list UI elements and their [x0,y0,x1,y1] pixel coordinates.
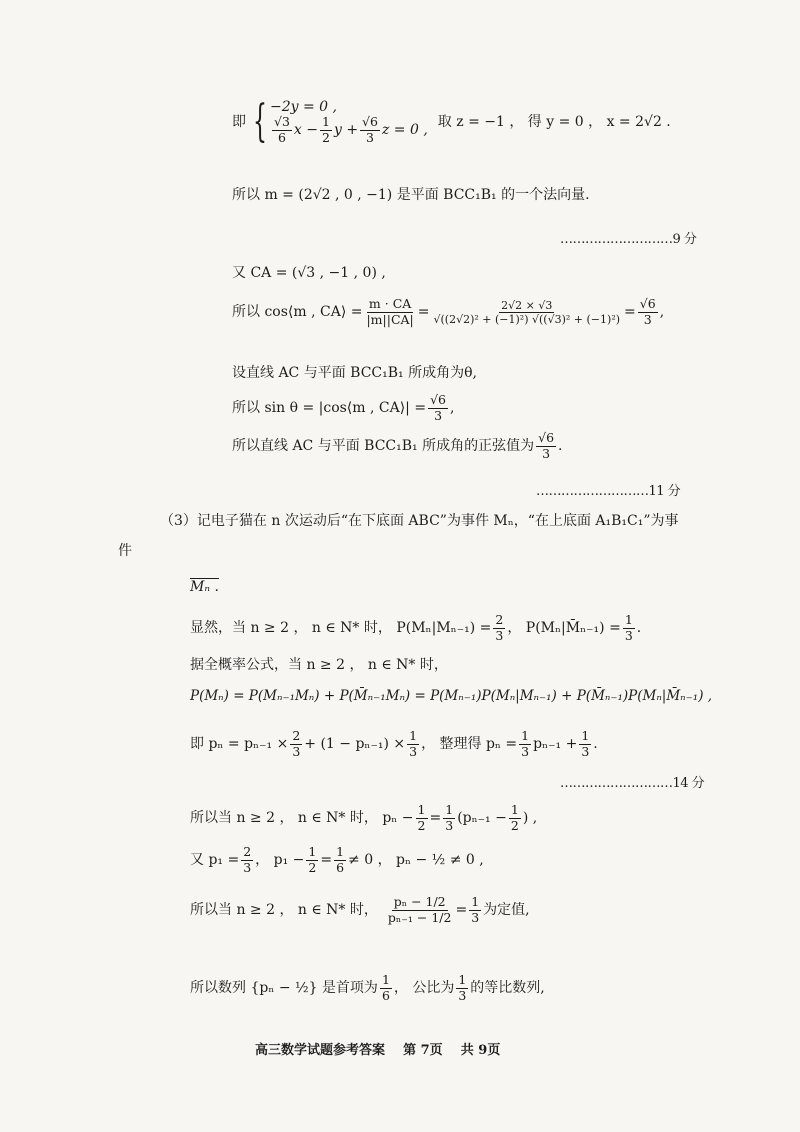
conclusion-end: . [558,438,563,454]
fraction [579,730,591,758]
total-probability-line [190,658,448,672]
fraction [290,730,302,758]
conclusion-lead: 所以直线 AC 与平面 BCC₁B₁ 所成角的正弦值为 [232,438,535,454]
fraction [456,974,468,1002]
total-probability-text: 据全概率公式，当 n ≥ 2 ， n ∈ N* 时， [190,657,448,673]
fraction [623,614,635,642]
sine-line [232,394,454,422]
step4-mid: ， 公比为 [393,980,455,996]
step3-line [190,896,530,924]
m-bar-text: Mₙ . [190,579,219,595]
system-equations [270,100,428,144]
recurrence-mid: + (1 − pₙ₋₁) × [304,736,406,752]
step2-mid2: = [320,852,333,868]
frac-num: 1 [336,844,345,859]
fraction [306,846,318,874]
sine-lead: 所以 sin θ = |cos⟨m , CA⟩| = [232,400,427,416]
step1-line [190,804,537,832]
footer-text: 高三数学试题参考答案 第 7页 共 9页 [255,1043,501,1058]
left-brace: { [253,96,267,147]
part3-text2: 件 [118,543,132,559]
eq2-term-y: y + [333,122,359,138]
cosine-line [232,298,664,326]
fraction [519,730,531,758]
system-eq2 [270,116,428,144]
score-11: ………………………11 分 [536,484,681,499]
frac-den: 3 [624,627,633,643]
fraction [493,614,505,642]
step4-end: 的等比数列, [470,980,545,996]
fraction [432,300,623,325]
frac-num: √6 [538,430,555,445]
step3-end: 为定值, [483,902,530,918]
frac-den: 6 [277,129,286,145]
fraction [364,298,415,326]
frac-den: 3 [471,909,480,925]
frac-den: |m||CA| [366,311,414,327]
frac-den: 3 [581,743,590,759]
frac-den: 3 [445,817,454,833]
vector-ca-text: 又 CA = (√3 , −1 , 0) , [232,265,386,281]
obvious-end: . [636,620,642,636]
angle-definition-text: 设直线 AC 与平面 BCC₁B₁ 所成角为θ, [232,365,477,381]
step4-lead: 所以数列 {pₙ − ½} 是首项为 [190,980,378,996]
fraction [334,846,346,874]
system-tail: 取 z = −1 ， 得 y = 0 ， x = 2√2 . [437,114,671,130]
frac-num: m · CA [368,296,412,311]
frac-den: 3 [521,743,530,759]
fraction [416,804,428,832]
page-footer [255,1044,500,1057]
recurrence-lead: 即 pₙ = pₙ₋₁ × [190,736,289,752]
obvious-lead: 显然，当 n ≥ 2 ， n ∈ N* 时， P(Mₙ|Mₙ₋₁) = [190,620,492,636]
fraction [380,974,392,1002]
angle-definition-line [232,366,477,380]
normal-vector-line [232,188,590,202]
frac-den: 3 [409,743,418,759]
recurrence-mid2: ， 整理得 pₙ = [421,736,518,752]
frac-num: 1 [521,728,530,743]
frac-num: 1 [445,802,454,817]
fraction [428,394,448,422]
normal-vector-text: 所以 m = (2√2 , 0 , −1) 是平面 BCC₁B₁ 的一个法向量. [232,187,590,203]
frac-num: 1 [308,844,317,859]
fraction [320,116,332,144]
frac-den: pₙ₋₁ − 1/2 [387,909,452,925]
frac-num: √6 [430,392,447,407]
frac-den: 3 [292,743,301,759]
frac-num: 1 [381,972,390,987]
frac-den: 3 [542,445,551,461]
fraction [509,804,521,832]
frac-den: 2 [417,817,426,833]
recurrence-mid3: pₙ₋₁ + [533,736,578,752]
frac-den: 2 [308,859,317,875]
fraction [272,116,292,144]
fraction [407,730,419,758]
pmn-line [190,690,712,704]
part3-line1 [160,514,679,528]
frac-num: 1 [322,114,330,129]
step1-lead: 所以当 n ≥ 2 ， n ∈ N* 时， pₙ − [190,810,414,826]
frac-num: 1 [510,802,519,817]
recurrence-end: . [593,736,598,752]
pmn-text: P(Mₙ) = P(Mₙ₋₁Mₙ) + P(M̄ₙ₋₁Mₙ) = P(Mₙ₋₁)P(Mₙ|Mₙ₋₁) + P(M̄ₙ₋₁)P(Mₙ|M̄ₙ₋₁) , [190,688,713,704]
frac-num: 1 [471,894,480,909]
frac-num: 2√2 × √3 [501,298,553,312]
frac-num: 1 [624,612,633,627]
frac-den: 6 [336,859,345,875]
step2-lead: 又 p₁ = [190,852,240,868]
frac-den: 3 [458,987,467,1003]
frac-den: 3 [643,311,652,327]
step1-mid: = [429,810,442,826]
step1-mid2: (pₙ₋₁ − [457,810,507,826]
fraction [241,846,253,874]
frac-num: 1 [409,728,418,743]
frac-den: 3 [434,407,443,423]
m-bar-line [190,580,219,594]
step3-lead: 所以当 n ≥ 2 ， n ∈ N* 时， [190,902,378,918]
eq2-term-z: z = 0 , [381,122,428,138]
obvious-line [190,614,641,642]
step2-end: ≠ 0 ， pₙ − ½ ≠ 0 , [348,852,484,868]
system-eq1: −2y = 0 , [270,99,337,115]
frac-num: 2 [495,612,504,627]
fraction [360,116,380,144]
frac-num: 2 [243,844,252,859]
score-14: ………………………14 分 [560,776,705,791]
fraction [443,804,455,832]
step4-line [190,974,545,1002]
frac-num: 1 [581,728,590,743]
eq2-term-x: x − [293,122,318,138]
equals: = [624,304,636,320]
fraction [469,896,481,924]
frac-den: 6 [381,987,390,1003]
frac-num: √6 [362,114,378,129]
frac-num: pₙ − 1/2 [393,894,446,909]
frac-den: 2 [322,129,330,145]
cosine-lead: 所以 cos⟨m , CA⟩ = [232,304,363,320]
frac-den: √((2√2)² + (−1)²) √((√3)² + (−1)²) [433,312,621,326]
score-9: ………………………9 分 [560,232,697,247]
frac-num: 1 [417,802,426,817]
step3-mid: = [455,902,468,918]
fraction [638,298,658,326]
frac-num: 1 [458,972,467,987]
cosine-end: , [659,304,665,320]
part3-line2 [118,544,132,558]
frac-den: 2 [510,817,519,833]
frac-den: 3 [366,129,374,145]
system-lead: 即 [232,114,246,130]
conclusion-line [232,432,562,460]
recurrence-line [190,730,598,758]
equation-system-line [232,96,671,147]
fraction [536,432,556,460]
sine-end: , [450,400,455,416]
step2-mid: ， p₁ − [255,852,305,868]
frac-num: √6 [639,296,656,311]
frac-num: 2 [292,728,301,743]
fraction [386,896,454,924]
frac-den: 3 [243,859,252,875]
frac-num: √3 [274,114,290,129]
step2-line [190,846,484,874]
vector-ca-line [232,266,386,280]
frac-den: 3 [495,627,504,643]
equals: = [417,304,430,320]
step1-end: ) , [522,810,538,826]
part3-text1: （3）记电子猫在 n 次运动后“在下底面 ABC”为事件 Mₙ，“在上底面 A₁B₁C₁”为事 [160,513,679,529]
obvious-mid: ， P(Mₙ|M̄ₙ₋₁) = [507,620,621,636]
